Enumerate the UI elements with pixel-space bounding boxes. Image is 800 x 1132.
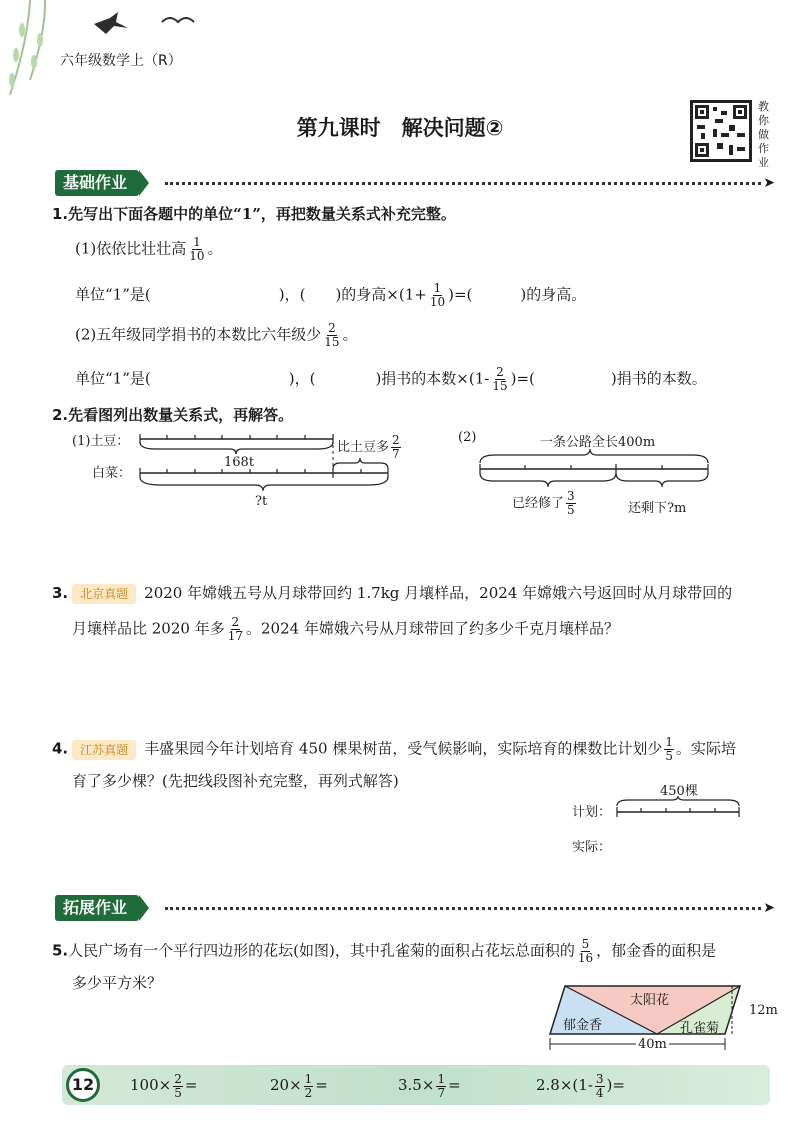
section-basic-label: 基础作业 bbox=[55, 170, 139, 196]
calc-4: 2.8×(1- $\frac{3}{4}$ )= bbox=[536, 1071, 625, 1100]
d1-label-potato: (1)土豆： bbox=[72, 434, 130, 449]
q5-base: 40m bbox=[638, 1037, 667, 1052]
arrow-right-icon: ➤ bbox=[763, 900, 775, 916]
fraction: $\frac{5}{16}$ bbox=[577, 937, 594, 965]
d1-value: 168t bbox=[224, 455, 255, 470]
section-basic-header bbox=[55, 170, 775, 196]
q5-region-right: 孔雀菊 bbox=[680, 1021, 720, 1036]
q5-region-left: 郁金香 bbox=[563, 1018, 603, 1033]
fraction: $\frac{1}{2}$ bbox=[304, 1071, 313, 1100]
q5-line2: 多少平方米？ bbox=[72, 974, 163, 992]
section-extend-label: 拓展作业 bbox=[55, 895, 139, 921]
q4-plan-total: 450棵 bbox=[660, 784, 698, 799]
q4-actual-label: 实际： bbox=[572, 840, 612, 855]
fraction: $\frac{2}{5}$ bbox=[174, 1071, 182, 1100]
q1-fill2[interactable]: 单位“1”是( )，( )捐书的本数×(1- $\frac{2}{15}$ )=( )捐书的本数。 bbox=[75, 365, 707, 393]
fraction: $\frac{2}{17}$ bbox=[227, 615, 243, 643]
fraction: $\frac{2}{15}$ bbox=[324, 321, 340, 349]
fraction: $\frac{1}{7}$ bbox=[437, 1071, 446, 1100]
calc-2: 20× $\frac{1}{2}$ = bbox=[270, 1071, 328, 1100]
q1-fill1[interactable]: 单位“1”是( )，( )的身高×(1+ $\frac{1}{10}$ )=( )的身高。 bbox=[75, 281, 587, 309]
fraction: $\frac{1}{10}$ bbox=[189, 235, 205, 263]
q2-diagram-2 bbox=[475, 445, 715, 495]
lesson-title: 第九课时 解决问题② bbox=[296, 116, 504, 140]
d1-extra: 比土豆多 $\frac{2}{7}$ bbox=[337, 433, 400, 461]
arrow-right-icon: ➤ bbox=[763, 175, 775, 191]
book-title: 六年级数学上（R） bbox=[60, 53, 182, 69]
d2-done: 已经修了 $\frac{3}{5}$ bbox=[512, 489, 575, 517]
section-extend-header bbox=[55, 895, 775, 921]
q1-prompt: 1.先写出下面各题中的单位“1”，再把数量关系式补充完整。 bbox=[52, 205, 456, 223]
calc-3: 3.5× $\frac{1}{7}$ = bbox=[398, 1071, 461, 1100]
q1-sub1: (1)依依比壮壮高 $\frac{1}{10}$ 。 bbox=[75, 235, 223, 263]
page-number: 12 bbox=[66, 1068, 100, 1102]
fraction: $\frac{1}{10}$ bbox=[429, 281, 446, 309]
fraction: $\frac{2}{15}$ bbox=[492, 365, 508, 393]
q2-prompt: 2.先看图列出数量关系式，再解答。 bbox=[52, 406, 294, 424]
q5-region-top: 太阳花 bbox=[630, 993, 670, 1008]
q3-line1: 3. 北京真题 2020 年嫦娥五号从月球带回约 1.7kg 月壤样品，2024 年嫦娥六号返回时从月球带回的 bbox=[52, 584, 733, 602]
q5-line1: 5.人民广场有一个平行四边形的花坛(如图)，其中孔雀菊的面积占花坛总面积的 $\frac{5}{16}$ ，郁金香的面积是 bbox=[52, 937, 717, 965]
calc-1: 100× $\frac{2}{5}$ = bbox=[130, 1071, 198, 1100]
fraction: $\frac{3}{4}$ bbox=[595, 1071, 604, 1100]
badge-jiangsu: 江苏真题 bbox=[72, 740, 136, 760]
q4-plan-label: 计划： bbox=[572, 805, 612, 820]
q4-line1: 4. 江苏真题 丰盛果园今年计划培育 450 棵果树苗，受气候影响，实际培育的棵数比计划少 $\frac{1}{5}$ 。实际培 bbox=[52, 735, 736, 763]
q4-plan-diagram bbox=[614, 796, 744, 820]
dotted-divider bbox=[165, 907, 761, 910]
q3-line2: 月壤样品比 2020 年多 $\frac{2}{17}$ 。2024 年嫦娥六号从月球带回了约多少千克月壤样品？ bbox=[72, 615, 619, 643]
q1-sub2: (2)五年级同学捐书的本数比六年级少 $\frac{2}{15}$ 。 bbox=[75, 321, 358, 349]
q5-height: 12m bbox=[749, 1003, 778, 1018]
d2-left: 还剩下?m bbox=[628, 501, 687, 516]
fraction: $\frac{1}{5}$ bbox=[665, 735, 673, 763]
q4-line2: 育了多少棵？(先把线段图补充完整，再列式解答) bbox=[72, 772, 399, 790]
swallow-icon bbox=[92, 10, 202, 44]
d1-unknown: ?t bbox=[255, 494, 268, 509]
fraction: $\frac{2}{7}$ bbox=[392, 433, 400, 461]
qr-code[interactable] bbox=[690, 100, 752, 162]
d2-label: (2) bbox=[458, 430, 477, 445]
dotted-divider bbox=[165, 182, 761, 185]
d1-label-cabbage: 白菜： bbox=[92, 466, 132, 481]
fraction: $\frac{3}{5}$ bbox=[567, 489, 575, 517]
d2-total: 一条公路全长400m bbox=[540, 435, 656, 450]
qr-caption: 教你做作业 bbox=[758, 100, 769, 169]
badge-beijing: 北京真题 bbox=[72, 584, 136, 604]
